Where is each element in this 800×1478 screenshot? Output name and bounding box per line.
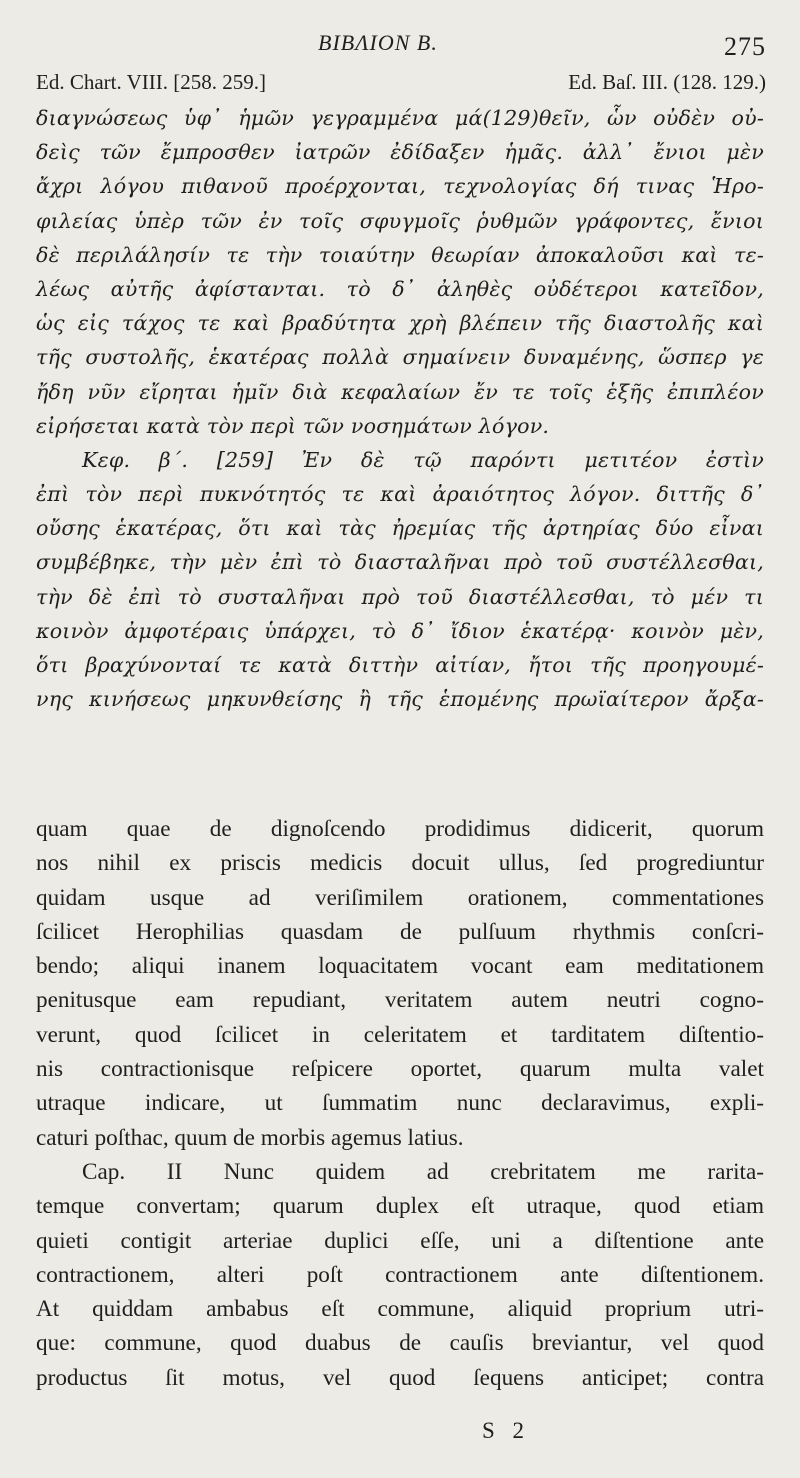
latin-line: quam quae de dignoſcendo prodidimus didicerit, quorum [36,816,764,842]
greek-line: οὔσης ἑκατέρας, ὅτι καὶ τὰς ἠρεμίας τῆς ἀρτηρίας δύο εἶναι [36,516,764,541]
latin-line: ſcilicet Herophilias quasdam de pulſuum rhythmis conſcri- [36,918,764,945]
latin-line: temque convertam; quarum duplex eſt utraque, quod etiam [36,1193,764,1220]
greek-line: ἐπὶ τὸν περὶ πυκνότητός τε καὶ ἀραιότητος λόγον. διττῆς δ᾽ [36,482,764,507]
greek-line: νης κινήσεως μηκυνθείσης ἢ τῆς ἑπομένης πρωϊαίτερον ἄρξα- [36,687,764,712]
edition-chartier-reference: Ed. Chart. VIII. [258. 259.] [36,70,266,94]
greek-line: τῆς συστολῆς, ἑκατέρας πολλὰ σημαίνειν δυναμένης, ὥσπερ γε [36,345,764,370]
greek-line: ἤδη νῦν εἴρηται ἡμῖν διὰ κεφαλαίων ἔν τε τοῖς ἑξῆς ἐπιπλέον [36,379,764,404]
latin-line: quidam usque ad veriſimilem orationem, commentationes [36,884,764,911]
latin-line: quieti contigit arteriae duplici eſſe, uni a diſtentione ante [36,1227,764,1254]
latin-line: nos nihil ex priscis medicis docuit ullus, ſed progrediuntur [36,850,764,877]
latin-chapter-heading-line: Cap. II Nunc quidem ad crebritatem me rarita- [82,1158,764,1185]
edition-reference-line [36,70,766,102]
latin-line: verunt, quod ſcilicet in celeritatem et tarditatem diſtentio- [36,1021,764,1048]
greek-line: εἰρήσεται κατὰ τὸν περὶ τῶν νοσημάτων λόγον. [36,413,550,438]
latin-line: bendo; aliqui inanem loquacitatem vocant eam meditationem [36,953,764,980]
latin-line: utraque indicare, ut ſummatim nunc declaravimus, expli- [36,1090,764,1117]
page-number: 275 [724,32,766,61]
greek-line: συμβέβηκε, τὴν μὲν ἐπὶ τὸ διασταλῆναι πρὸ τοῦ συστέλλεσθαι, [36,550,764,575]
greek-line: διαγνώσεως ὑφ᾽ ἡμῶν γεγραμμένα μά(129)θεῖν, ὧν οὐδὲν οὐ- [36,106,764,130]
greek-line: δὲ περιλάλησίν τε τὴν τοιαύτην θεωρίαν ἀποκαλοῦσι καὶ τε- [36,242,764,267]
running-head [0,30,800,64]
greek-line: δεὶς τῶν ἔμπροσθεν ἰατρῶν ἐδίδαξεν ἡμᾶς. ἀλλ᾽ ἔνιοι μὲν [36,140,764,165]
latin-line: contractionem, alteri poſt contractionem ante diſtentionem. [36,1261,764,1288]
latin-line: nis contractionisque reſpicere oportet, quarum multa valet [36,1056,764,1083]
latin-line: caturi poſthac, quum de morbis agemus latius. [36,1124,464,1151]
latin-line: productus ſit motus, vel quod ſequens anticipet; contra [36,1364,764,1391]
latin-text-block [36,812,764,1395]
latin-line: que: commune, quod duabus de cauſis breviantur, vel quod [36,1330,764,1357]
book-title: ΒΙΒΛΙΟΝ Β. [318,30,438,55]
greek-line: τὴν δὲ ἐπὶ τὸ συσταλῆναι πρὸ τοῦ διαστέλλεσθαι, τὸ μέν τι [36,584,764,609]
greek-chapter-heading-line: Κεφ. β΄. [259] Ἐν δὲ τῷ παρόντι μετιτέον ἐστὶν [82,447,764,472]
greek-line: κοινὸν ἀμφοτέραις ὑπάρχει, τὸ δ᾽ ἴδιον ἑκατέρᾳ· κοινὸν μὲν, [36,618,764,643]
latin-line: At quiddam ambabus eſt commune, aliquid proprium utri- [36,1296,764,1323]
printer-signature-mark: S 2 [482,1418,531,1443]
greek-line: ὡς εἰς τάχος τε καὶ βραδύτητα χρὴ βλέπειν τῆς διαστολῆς καὶ [36,311,764,336]
edition-basel-reference: Ed. Baſ. III. (128. 129.) [568,70,766,94]
greek-line: φιλείας ὑπὲρ τῶν ἐν τοῖς σφυγμοῖς ῥυθμῶν γράφοντες, ἔνιοι [36,208,764,233]
greek-text-block [36,101,764,716]
greek-line: λέως αὐτῆς ἀφίστανται. τὸ δ᾽ ἀληθὲς οὐδέτεροι κατεῖδον, [36,276,764,301]
greek-line: ἄχρι λόγου πιθανοῦ προέρχονται, τεχνολογίας δή τινας Ἡρο- [36,174,764,199]
latin-line: penitusque eam repudiant, veritatem autem neutri cogno- [36,987,764,1014]
greek-line: ὅτι βραχύνονταί τε κατὰ διττὴν αἰτίαν, ἤτοι τῆς προηγουμέ- [36,653,764,677]
